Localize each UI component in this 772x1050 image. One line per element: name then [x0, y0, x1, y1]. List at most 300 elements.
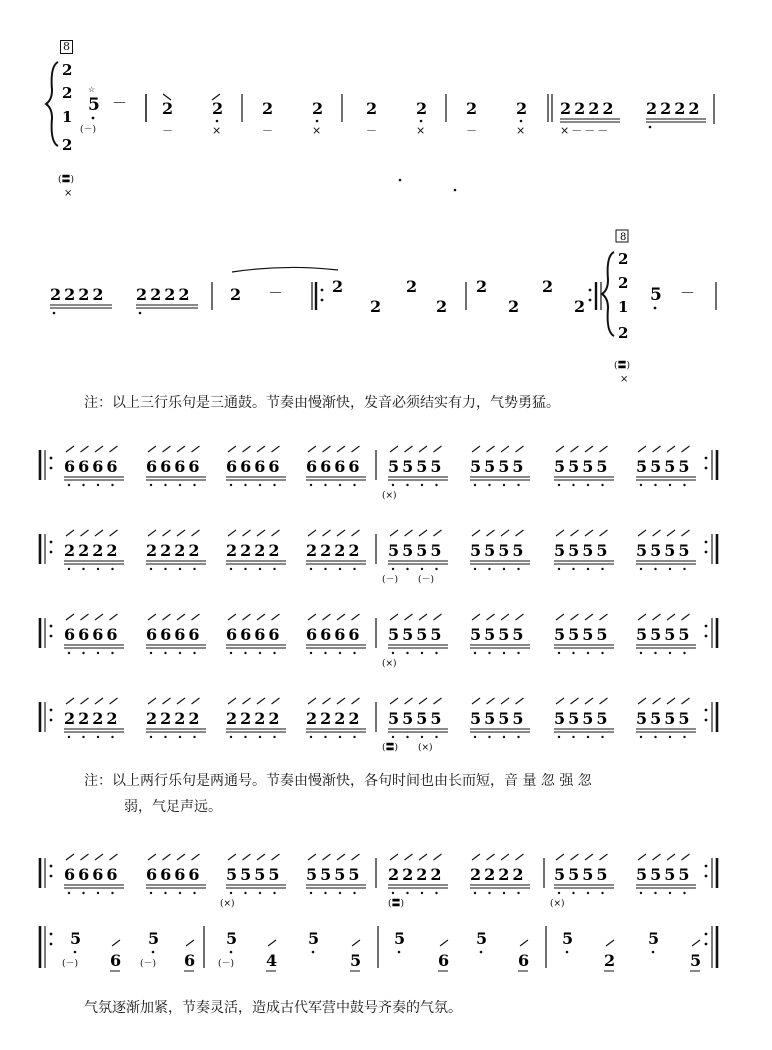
note-dot [179, 892, 181, 894]
note-dot [97, 652, 99, 654]
accent-mark [556, 614, 564, 620]
note-digit: 2 [262, 99, 274, 118]
chord-note: 2 [618, 274, 629, 292]
note-dot [503, 484, 505, 486]
note-text-3: 气氛逐渐加紧，节奏灵活，造成古代军营中鼓号齐奏的气氛。 [84, 1000, 462, 1016]
accent-mark [653, 698, 661, 704]
accent-mark [405, 530, 413, 536]
accent-mark [148, 530, 156, 536]
repeat-dot [50, 709, 53, 712]
accent-mark [585, 854, 593, 860]
note-dot [164, 652, 166, 654]
bar [476, 277, 601, 316]
note-dot [353, 736, 355, 738]
accent-mark [472, 614, 480, 620]
note-dot [193, 892, 195, 894]
accent-mark [352, 854, 360, 860]
accent-mark [352, 614, 360, 620]
under-mark: (－) [62, 959, 79, 969]
note-dot [97, 892, 99, 894]
accent-mark [95, 614, 103, 620]
repeat-dot [50, 551, 53, 554]
note-digit: 6 [438, 951, 450, 970]
accent-mark [268, 940, 276, 946]
note-dot [421, 736, 423, 738]
note-group: 2222 [64, 541, 121, 560]
accent-mark [638, 614, 646, 620]
note-dot [566, 951, 569, 954]
accent-mark [501, 530, 509, 536]
repeat-dot [50, 943, 53, 946]
under-mark: × [416, 124, 426, 137]
repeat-dot [705, 933, 708, 936]
accent-mark [501, 698, 509, 704]
note-group: 2222 [226, 541, 283, 560]
note-digit: 2 [542, 277, 554, 296]
note-dot [74, 951, 77, 954]
note-dot [517, 892, 519, 894]
chord-note: 2 [618, 250, 629, 268]
accent-mark [308, 614, 316, 620]
accent-mark [434, 854, 442, 860]
accent-mark [228, 854, 236, 860]
note-dot [503, 892, 505, 894]
note-dot [310, 892, 312, 894]
note-dot [193, 652, 195, 654]
accent-mark [390, 446, 398, 452]
accent-mark [148, 446, 156, 452]
note-dot [150, 484, 152, 486]
note-group: 6666 [146, 457, 203, 476]
note-digit: 6 [518, 951, 530, 970]
note-dot [421, 892, 423, 894]
note-group: 5555 [388, 625, 445, 644]
note-dot [353, 568, 355, 570]
ending-chord [602, 230, 716, 385]
accent-mark [163, 446, 171, 452]
accent-mark [352, 698, 360, 704]
accent-mark [667, 446, 675, 452]
note-dot [244, 892, 246, 894]
accent-mark [163, 854, 171, 860]
accent-mark [653, 446, 661, 452]
accent-mark [272, 854, 280, 860]
note-dot [111, 652, 113, 654]
accent-mark [419, 446, 427, 452]
accent-mark [682, 614, 690, 620]
note-dot [179, 568, 181, 570]
note-dot [259, 652, 261, 654]
note-dot [339, 892, 341, 894]
note-digit: 2 [230, 285, 242, 304]
accent-mark [571, 530, 579, 536]
note-dot [259, 484, 261, 486]
bar [162, 94, 242, 137]
accent-mark [272, 446, 280, 452]
note-group: 6666 [226, 625, 283, 644]
note-dot [480, 951, 483, 954]
accent-mark [228, 446, 236, 452]
note-dot [683, 484, 685, 486]
accent-mark [600, 698, 608, 704]
accent-mark [487, 698, 495, 704]
chord-note: 1 [62, 108, 73, 126]
under-mark: × [312, 124, 322, 137]
note-dot [97, 736, 99, 738]
note-group: 5555 [636, 865, 693, 884]
note-dot [558, 568, 560, 570]
accent-mark [501, 614, 509, 620]
repeat-dot [50, 933, 53, 936]
cross-mark: × [64, 188, 73, 199]
accent-mark [516, 446, 524, 452]
note-digit: 5 [650, 285, 662, 305]
note-dot [312, 951, 315, 954]
note-dot [406, 484, 408, 486]
note-group: 6666 [64, 865, 121, 884]
note-dot [193, 736, 195, 738]
note-dot [558, 484, 560, 486]
note-dot [435, 568, 437, 570]
note-dot [164, 568, 166, 570]
note-group: 6666 [146, 625, 203, 644]
note-dot [273, 484, 275, 486]
accent-mark [148, 854, 156, 860]
note-dot [68, 652, 70, 654]
accent-mark [434, 446, 442, 452]
accent-mark [243, 854, 251, 860]
note-dot [392, 892, 394, 894]
accent-mark [472, 530, 480, 536]
accent-mark [177, 530, 185, 536]
note-dot [640, 568, 642, 570]
note-digit: 5 [562, 929, 574, 948]
under-mark: (〓) [388, 899, 405, 909]
note-dot [97, 568, 99, 570]
accent-mark [148, 698, 156, 704]
note-dot [488, 652, 490, 654]
accent-mark [682, 530, 690, 536]
repeat-dot [705, 875, 708, 878]
accent-mark [600, 614, 608, 620]
accent-mark [638, 530, 646, 536]
chord-note: 2 [62, 84, 73, 102]
note-dot [474, 736, 476, 738]
accent-mark [571, 614, 579, 620]
accent-mark [352, 530, 360, 536]
accent-mark [390, 614, 398, 620]
note-dot [310, 736, 312, 738]
note-dot [150, 652, 152, 654]
accent-mark [606, 940, 614, 946]
note-dot [82, 568, 84, 570]
note-dot [587, 568, 589, 570]
note-dot [68, 892, 70, 894]
note-dot [558, 892, 560, 894]
note-dot [339, 736, 341, 738]
note-dot [273, 568, 275, 570]
note-dot [111, 484, 113, 486]
repeat-dot [705, 719, 708, 722]
note-text-2-line-2: 弱，气足声远。 [124, 799, 222, 815]
repeat-row [40, 446, 717, 501]
accent-mark [571, 698, 579, 704]
repeat-dot [705, 943, 708, 946]
note-digit: 5 [308, 929, 320, 948]
accent-mark [516, 614, 524, 620]
note-dot [435, 484, 437, 486]
note-dot [572, 568, 574, 570]
note-group: 2222 [560, 99, 617, 118]
note-dot [259, 568, 261, 570]
note-digit: 2 [332, 277, 344, 296]
accent-mark [585, 614, 593, 620]
accent-mark [66, 854, 74, 860]
repeat-dot [705, 541, 708, 544]
note-dot [152, 951, 155, 954]
note-dot [683, 736, 685, 738]
repeat-dot [50, 625, 53, 628]
note-dot [640, 484, 642, 486]
accent-mark [585, 446, 593, 452]
accent-mark [556, 854, 564, 860]
bar [262, 94, 342, 137]
note-dot [310, 652, 312, 654]
accent-mark [390, 530, 398, 536]
note-dot [164, 736, 166, 738]
note-dot [669, 736, 671, 738]
accent-mark [405, 446, 413, 452]
note-group: 5555 [554, 541, 611, 560]
accent-mark [653, 530, 661, 536]
note-dot [68, 568, 70, 570]
accent-mark [228, 614, 236, 620]
note-digit: 2 [162, 99, 174, 118]
note-dot [406, 652, 408, 654]
accent-mark [243, 614, 251, 620]
note-dot [683, 892, 685, 894]
repeat-dot [50, 865, 53, 868]
under-mark: (×) [220, 899, 235, 909]
note-dot [435, 892, 437, 894]
note-dot [406, 892, 408, 894]
note-dot [517, 568, 519, 570]
under-mark: (×) [418, 743, 433, 753]
note-digit: 2 [212, 99, 224, 118]
note-digit: 5 [476, 929, 488, 948]
accent-mark [352, 940, 360, 946]
score-row-final-1 [40, 854, 717, 909]
accent-mark [600, 530, 608, 536]
note-dot [193, 568, 195, 570]
under-mark: × [212, 124, 222, 137]
accent-mark [405, 854, 413, 860]
note-dot [230, 951, 233, 954]
accent-mark [600, 854, 608, 860]
note-dot [421, 484, 423, 486]
under-mark: (－) [382, 575, 399, 585]
note-dot [193, 484, 195, 486]
note-dot [587, 892, 589, 894]
note-dot [324, 892, 326, 894]
accent-mark [419, 530, 427, 536]
note-dot [503, 736, 505, 738]
accent-mark [323, 530, 331, 536]
accent-mark [337, 698, 345, 704]
accent-mark [516, 698, 524, 704]
accent-mark [638, 446, 646, 452]
accent-mark [571, 446, 579, 452]
accent-mark [667, 530, 675, 536]
repeat-dot [50, 635, 53, 638]
note-dot [683, 568, 685, 570]
accent-mark [163, 530, 171, 536]
repeat-dot [705, 709, 708, 712]
note-group: 5555 [470, 709, 527, 728]
accent-mark [228, 530, 236, 536]
note-dot [654, 568, 656, 570]
note-group: 2222 [64, 709, 121, 728]
accent-mark [585, 698, 593, 704]
score-row-1 [46, 61, 714, 199]
note-dot [503, 568, 505, 570]
accent-mark [434, 698, 442, 704]
note-digit: 2 [476, 277, 488, 296]
note-dot [273, 892, 275, 894]
accent-mark [337, 854, 345, 860]
accent-mark [110, 530, 118, 536]
note-dot [392, 652, 394, 654]
note-dot [488, 484, 490, 486]
dash-sign: － [268, 284, 284, 302]
note-dot [353, 484, 355, 486]
repeat-dot [705, 467, 708, 470]
chord-note: 2 [62, 136, 73, 154]
note-dot [488, 892, 490, 894]
accent-mark [667, 698, 675, 704]
under-mark: － [466, 124, 477, 137]
accent-mark [81, 446, 89, 452]
accent-mark [192, 446, 200, 452]
note-dot [572, 484, 574, 486]
note-group: 2222 [306, 709, 363, 728]
chord-note: 2 [62, 61, 73, 79]
note-digit: 2 [466, 99, 478, 118]
accent-mark [66, 614, 74, 620]
note-group: 5555 [636, 709, 693, 728]
accent-mark [653, 854, 661, 860]
note-digit: 6 [184, 951, 196, 970]
accent-mark [192, 614, 200, 620]
accent-mark [95, 446, 103, 452]
accent-mark [272, 530, 280, 536]
accent-mark [243, 446, 251, 452]
repeat-dot [50, 457, 53, 460]
accent-mark [110, 698, 118, 704]
accent-mark [323, 614, 331, 620]
note-group: 5555 [554, 457, 611, 476]
accent-mark [81, 698, 89, 704]
note-dot [230, 652, 232, 654]
dash-sign: － [112, 94, 128, 112]
accent-mark [257, 446, 265, 452]
note-digit: 2 [574, 297, 586, 316]
accent-mark [682, 854, 690, 860]
accent-mark [501, 446, 509, 452]
accent-mark [667, 614, 675, 620]
note-dot [324, 736, 326, 738]
under-mark: － [162, 124, 173, 137]
accent-mark [405, 698, 413, 704]
accent-mark [556, 698, 564, 704]
note-dot [259, 736, 261, 738]
accent-mark [556, 530, 564, 536]
note-group: 5555 [226, 865, 283, 884]
note-digit: 6 [110, 951, 122, 970]
note-dot [652, 951, 655, 954]
under-mark: (－) [218, 959, 235, 969]
accent-mark [419, 698, 427, 704]
note-dot [339, 484, 341, 486]
note-digit: 2 [366, 99, 378, 118]
accent-mark [257, 854, 265, 860]
note-dot [244, 484, 246, 486]
note-dot [111, 736, 113, 738]
under-mark: ×－－－ [560, 124, 611, 137]
note-dot [601, 484, 603, 486]
accent-mark [308, 854, 316, 860]
note-group: 2222 [50, 285, 107, 304]
note-dot [259, 892, 261, 894]
note-dot [587, 652, 589, 654]
note-digit: 2 [604, 951, 616, 970]
note-dot [640, 652, 642, 654]
accent-mark [192, 698, 200, 704]
accent-mark [177, 614, 185, 620]
accent-mark [81, 530, 89, 536]
note-group: 5555 [388, 709, 445, 728]
note-dot [392, 568, 394, 570]
note-dot [669, 892, 671, 894]
note-group: 2222 [470, 865, 527, 884]
accent-mark [472, 854, 480, 860]
note-dot [150, 568, 152, 570]
note-dot [82, 484, 84, 486]
note-text-1: 注：以上三行乐句是三通鼓。节奏由慢渐快，发音必须结实有力，气势勇猛。 [84, 395, 560, 411]
note-dot [244, 652, 246, 654]
accent-mark [682, 446, 690, 452]
note-dot [601, 892, 603, 894]
note-dot [406, 568, 408, 570]
accent-mark [81, 614, 89, 620]
section-mark: 8 [620, 232, 627, 243]
note-digit: 2 [406, 277, 418, 296]
note-group: 5555 [470, 541, 527, 560]
note-dot [164, 892, 166, 894]
note-dot [273, 736, 275, 738]
accent-mark [257, 530, 265, 536]
note-digit: 2 [416, 99, 428, 118]
note-group: 2222 [306, 541, 363, 560]
accent-mark [163, 614, 171, 620]
note-dot [640, 736, 642, 738]
score-row-2 [50, 230, 716, 385]
accent-mark [419, 854, 427, 860]
note-digit: 2 [370, 297, 382, 316]
note-digit: 2 [516, 99, 528, 118]
note-dot [179, 484, 181, 486]
note-dot [654, 652, 656, 654]
